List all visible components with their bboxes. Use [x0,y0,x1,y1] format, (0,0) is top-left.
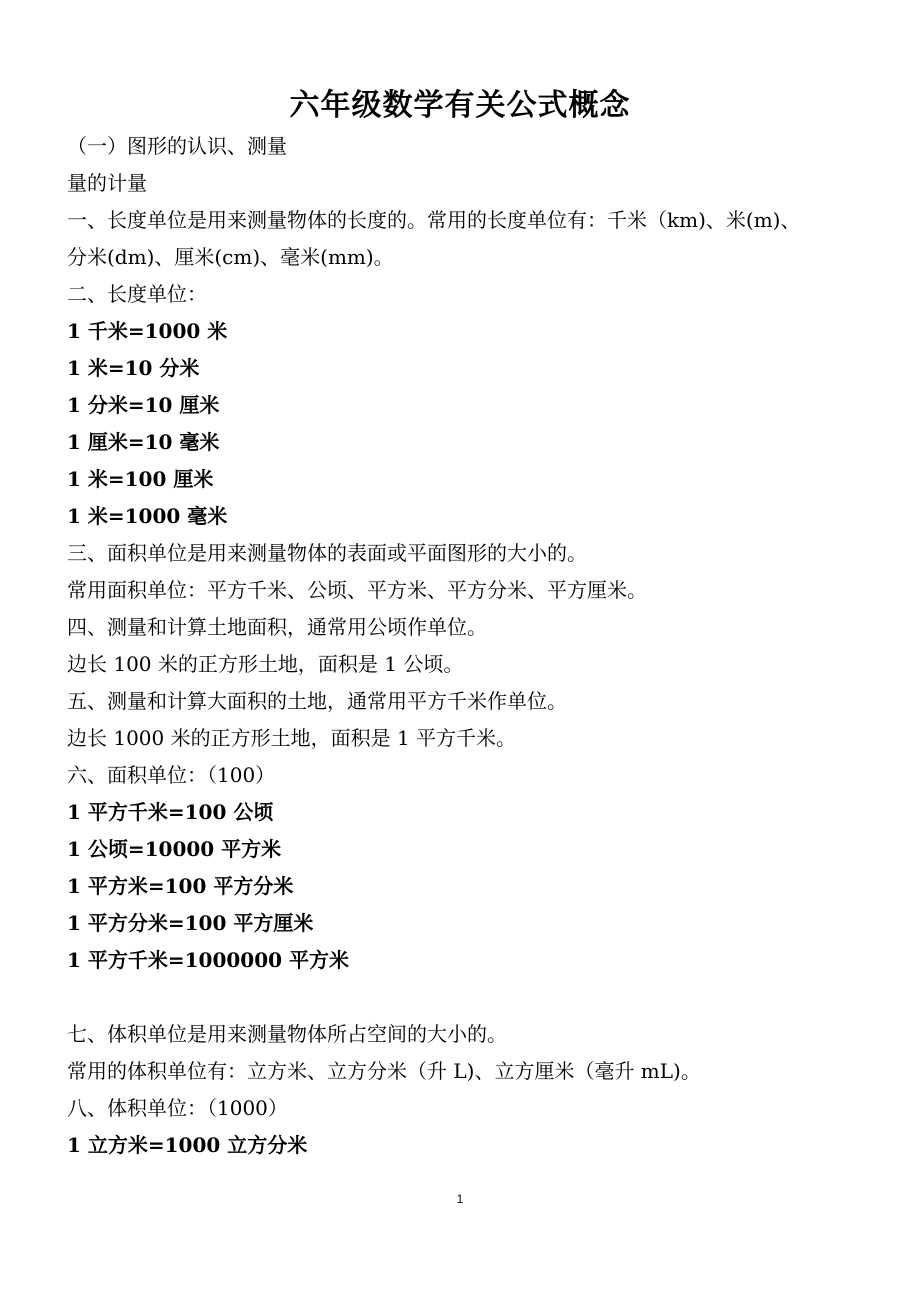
text-line: 1 厘米=10 毫米 [67,430,220,454]
text-line: 二、长度单位： [67,282,207,306]
text-line: 1 立方米=1000 立方分米 [67,1133,308,1157]
text-line: （一）图形的认识、测量 [67,134,287,158]
text-line: 六、面积单位：（100） [67,763,276,787]
text-line: 五、测量和计算大面积的土地，通常用平方千米作单位。 [67,689,567,713]
page-number: 1 [456,1192,464,1206]
text-line: 1 平方千米=1000000 平方米 [67,948,350,972]
text-line: 1 公顷=10000 平方米 [67,837,282,861]
text-line: 一、长度单位是用来测量物体的长度的。常用的长度单位有：千米（km)、米(m)、 [67,208,801,232]
text-line: 1 米=1000 毫米 [67,504,228,528]
page-title: 六年级数学有关公式概念 [289,88,631,123]
text-line: 四、测量和计算土地面积，通常用公顷作单位。 [67,615,487,639]
text-line: 1 分米=10 厘米 [67,393,220,417]
text-line: 七、体积单位是用来测量物体所占空间的大小的。 [67,1022,507,1046]
text-line: 边长 1000 米的正方形土地，面积是 1 平方千米。 [67,726,517,750]
text-line: 分米(dm)、厘米(cm)、毫米(mm)。 [67,245,394,269]
text-line: 1 米=100 厘米 [67,467,214,491]
text-line: 1 平方千米=100 公顷 [67,800,274,824]
text-line: 常用面积单位：平方千米、公顷、平方米、平方分米、平方厘米。 [67,578,647,602]
text-line: 三、面积单位是用来测量物体的表面或平面图形的大小的。 [67,541,587,565]
document-body [67,128,867,1164]
text-line: 1 平方米=100 平方分米 [67,874,294,898]
blank-line [67,979,867,1016]
text-line: 八、体积单位：（1000） [67,1096,288,1120]
text-line: 1 千米=1000 米 [67,319,228,343]
text-line: 1 平方分米=100 平方厘米 [67,911,314,935]
text-line: 边长 100 米的正方形土地，面积是 1 公顷。 [67,652,464,676]
text-line: 常用的体积单位有：立方米、立方分米（升 L)、立方厘米（毫升 mL)。 [67,1059,701,1083]
text-line: 1 米=10 分米 [67,356,200,380]
text-line: 量的计量 [67,171,147,195]
